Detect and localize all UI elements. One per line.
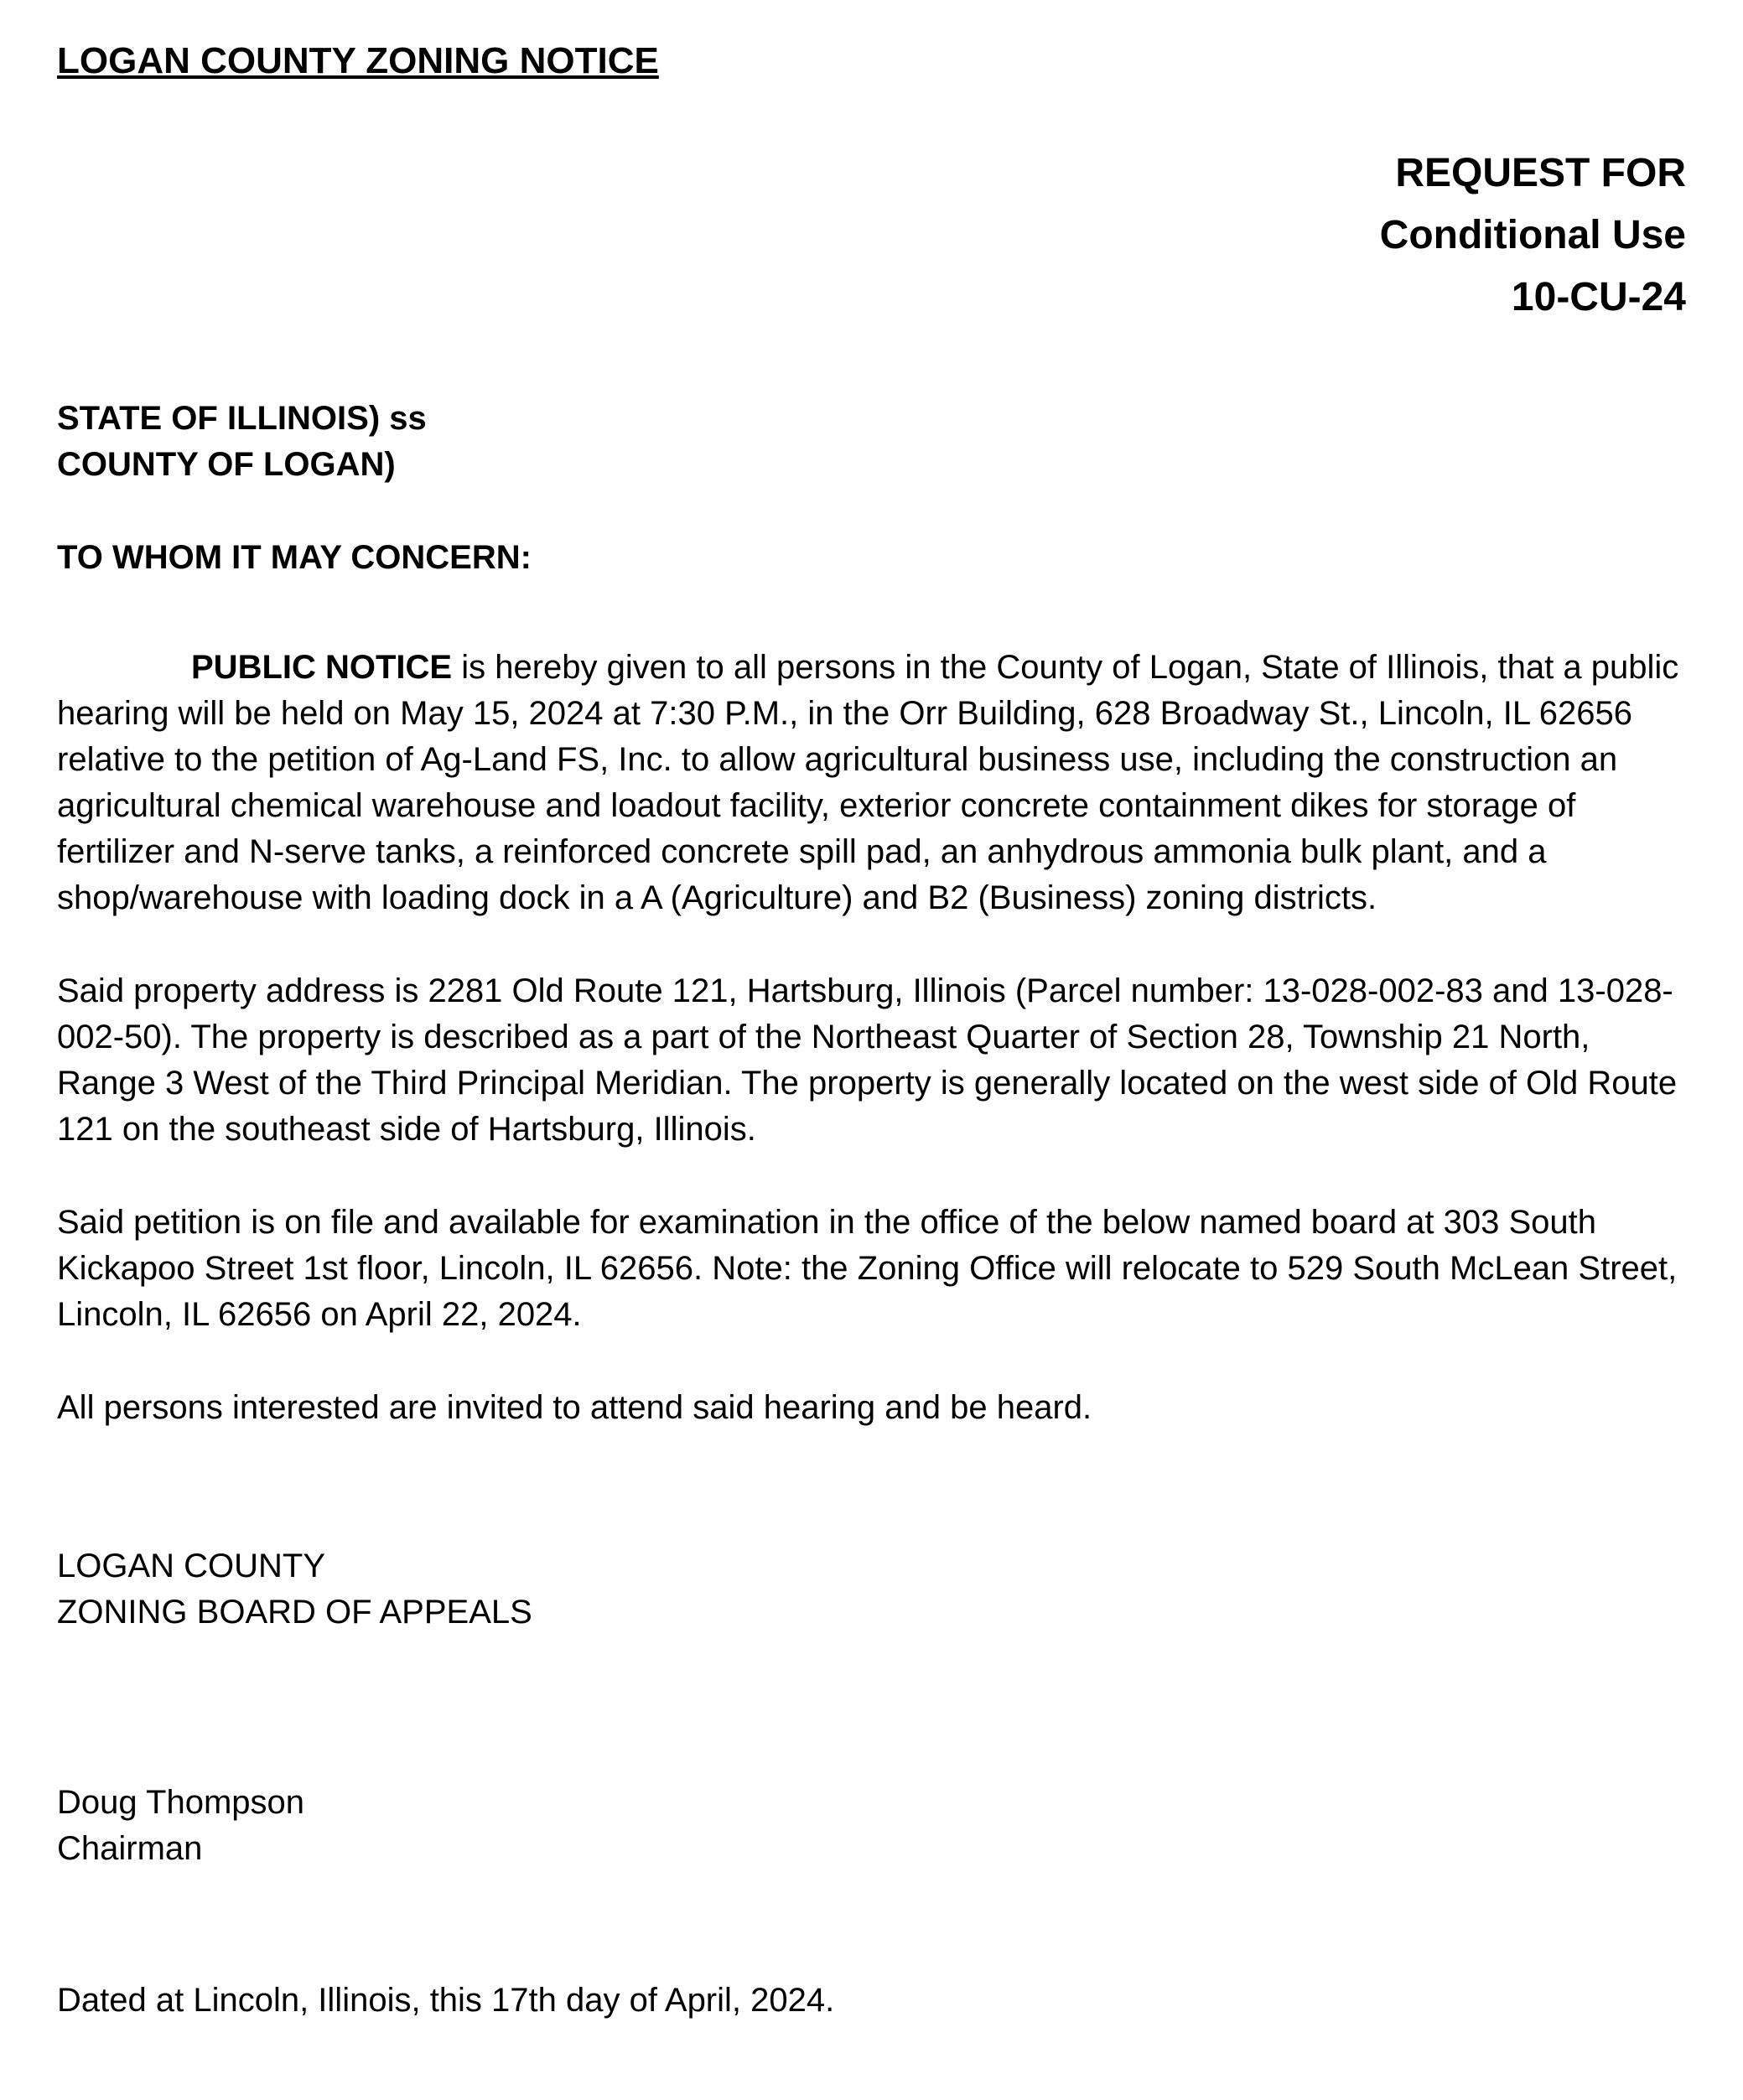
request-line-request-for: REQUEST FOR	[1395, 151, 1686, 195]
request-block	[57, 143, 1686, 329]
jurisdiction-block	[57, 396, 1686, 488]
request-line-case-number: 10-CU-24	[1511, 275, 1686, 319]
signature-org-line-1: LOGAN COUNTY	[57, 1548, 326, 1584]
salutation: TO WHOM IT MAY CONCERN:	[57, 539, 532, 576]
signature-person	[57, 1780, 1686, 1872]
paragraph-petition-on-file: Said petition is on file and available for examination in the office of the below named board at 303 South Kickapoo Street 1st floor, Lincoln, IL 62656. Note: the Zoning Office will relocate to 529 South McLean Street, Lincoln, IL 62656 on April 22, 2024.	[57, 1204, 1678, 1333]
signature-title: Chairman	[57, 1830, 203, 1867]
public-notice-lead: PUBLIC NOTICE	[191, 649, 453, 686]
signature-name: Doug Thompson	[57, 1784, 304, 1821]
signature-organization	[57, 1543, 1686, 1636]
signature-org-line-2: ZONING BOARD OF APPEALS	[57, 1594, 532, 1631]
county-line: COUNTY OF LOGAN)	[57, 446, 396, 483]
dated-line: Dated at Lincoln, Illinois, this 17th day of April, 2024.	[57, 1982, 835, 2019]
paragraph-public-notice	[57, 645, 1686, 921]
document-title: LOGAN COUNTY ZONING NOTICE	[57, 40, 659, 81]
paragraph-invitation: All persons interested are invited to attend said hearing and be heard.	[57, 1389, 1092, 1426]
paragraph-property-description: Said property address is 2281 Old Route 121, Hartsburg, Illinois (Parcel number: 13-028-002-83 and 13-028-002-50). The property is described as a part of the Northeast Quarter of Section 28, Township 21 North, Range 3 West of the Third Principal Meridian. The property is generally located on the west side of Old Route 121 on the southeast side of Hartsburg, Illinois.	[57, 972, 1678, 1148]
public-notice-body: is hereby given to all persons in the County of Logan, State of Illinois, that a public hearing will be held on May 15, 2024 at 7:30 P.M., in the Orr Building, 628 Broadway St., Lincoln, IL 62656 relative to the petition of Ag-Land FS, Inc. to allow agricultural business use, including the construction an agricultural chemical warehouse and loadout facility, exterior concrete containment dikes for storage of fertilizer and N-serve tanks, a reinforced concrete spill pad, an anhydrous ammonia bulk plant, and a shop/warehouse with loading dock in a A (Agriculture) and B2 (Business) zoning districts.	[57, 649, 1679, 916]
request-line-conditional-use: Conditional Use	[1379, 213, 1686, 257]
state-line: STATE OF ILLINOIS) ss	[57, 400, 427, 437]
